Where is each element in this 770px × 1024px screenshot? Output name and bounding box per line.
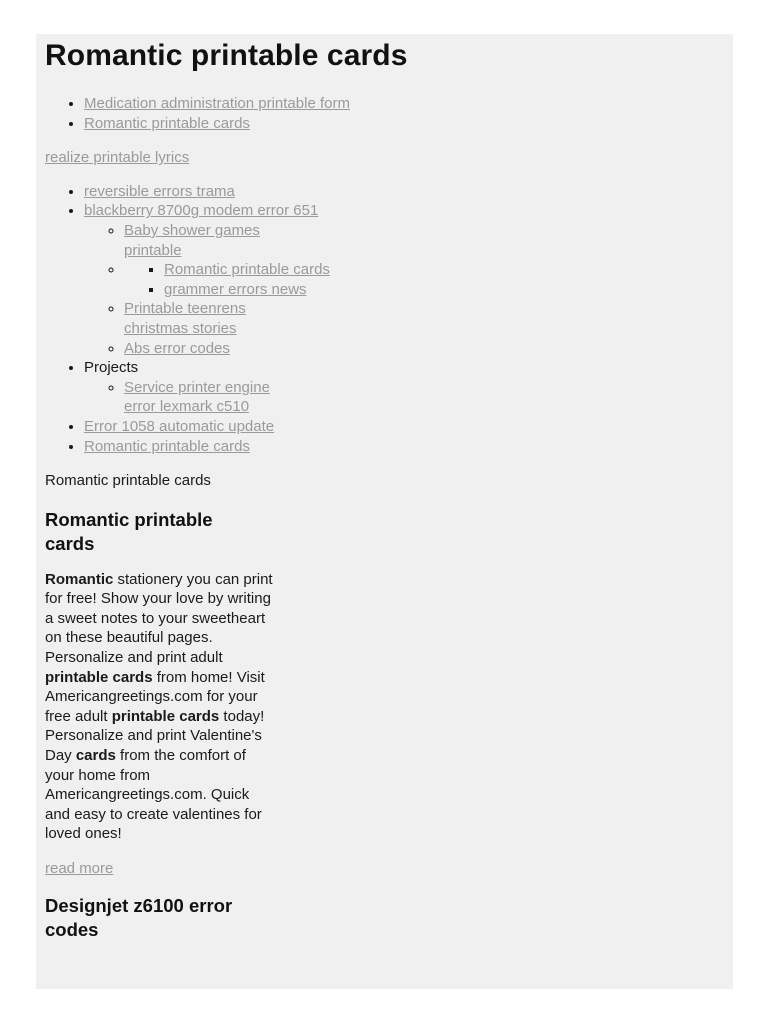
- realize-paragraph: [45, 148, 733, 168]
- list-item: [84, 358, 733, 417]
- article-heading: Romantic printable cards: [45, 508, 213, 554]
- description-text: from home! Visit Americangreetings.com for your free adult: [45, 668, 265, 725]
- description-text: from the comfort of your home from Americangreetings.com. Quick and easy to create valentines for loved ones!: [45, 747, 262, 843]
- list-item: [84, 417, 733, 437]
- bold-keyword: cards: [75, 747, 116, 765]
- link-medication-form[interactable]: Medication administration printable form: [84, 95, 350, 112]
- bold-keyword: printable cards: [45, 668, 153, 686]
- link-romantic-cards-2[interactable]: Romantic printable cards: [84, 437, 250, 455]
- read-more-paragraph: [45, 859, 733, 879]
- narrow-wrap: [124, 378, 284, 417]
- list-item: [124, 260, 733, 299]
- plain-text: Romantic printable cards: [45, 472, 211, 490]
- list-item: [84, 114, 733, 134]
- narrow-wrap: [124, 299, 274, 338]
- description-text: today! Personalize and print Valentine's Day: [45, 707, 265, 765]
- list-item: [84, 182, 733, 202]
- list-item: [84, 437, 733, 457]
- bold-keyword: Romantic: [45, 570, 114, 588]
- read-more-link[interactable]: read more: [45, 860, 114, 877]
- link-realize-lyrics[interactable]: realize printable lyrics: [45, 149, 190, 167]
- narrow-wrap: [124, 221, 274, 260]
- description-text: stationery you can print for free! Show your love by writing a sweet notes to your sweetheart on these beautiful pages. Personalize and print adult: [45, 570, 273, 667]
- link-romantic-cards[interactable]: Romantic printable cards: [84, 114, 250, 132]
- sub-list: [84, 378, 733, 417]
- list-item: [124, 339, 733, 359]
- link-teenrens-stories[interactable]: Printable teenrens christmas stories: [124, 300, 246, 337]
- nested-sub-list: [124, 260, 733, 299]
- list-item: [124, 221, 733, 260]
- page-title: Romantic printable cards: [45, 39, 408, 72]
- list-item: [84, 94, 733, 114]
- link-lexmark-error[interactable]: Service printer engine error lexmark c510: [124, 378, 270, 416]
- link-baby-shower[interactable]: Baby shower games printable: [124, 221, 260, 259]
- list-item: [164, 260, 733, 280]
- link-grammer-errors[interactable]: grammer errors news: [164, 280, 307, 298]
- list-item: [124, 378, 733, 417]
- link-romantic-cards-nested[interactable]: Romantic printable cards: [164, 261, 330, 279]
- link-error-1058[interactable]: Error 1058 automatic update: [84, 417, 275, 435]
- article-description: [45, 570, 277, 844]
- next-heading: Designjet z6100 error codes: [45, 894, 233, 940]
- projects-label: Projects: [84, 359, 139, 377]
- link-reversible-errors[interactable]: reversible errors trama: [84, 182, 235, 200]
- link-abs-error[interactable]: Abs error codes: [124, 339, 230, 357]
- bold-keyword: printable cards: [111, 707, 220, 725]
- top-link-list: [45, 94, 733, 133]
- list-item: [164, 280, 733, 300]
- list-item: [84, 201, 733, 358]
- list-item: [124, 299, 733, 338]
- link-blackberry-error[interactable]: blackberry 8700g modem error 651: [84, 202, 319, 220]
- sub-list: [84, 221, 733, 358]
- content-panel: [36, 34, 733, 989]
- nav-tree-list: [45, 182, 733, 456]
